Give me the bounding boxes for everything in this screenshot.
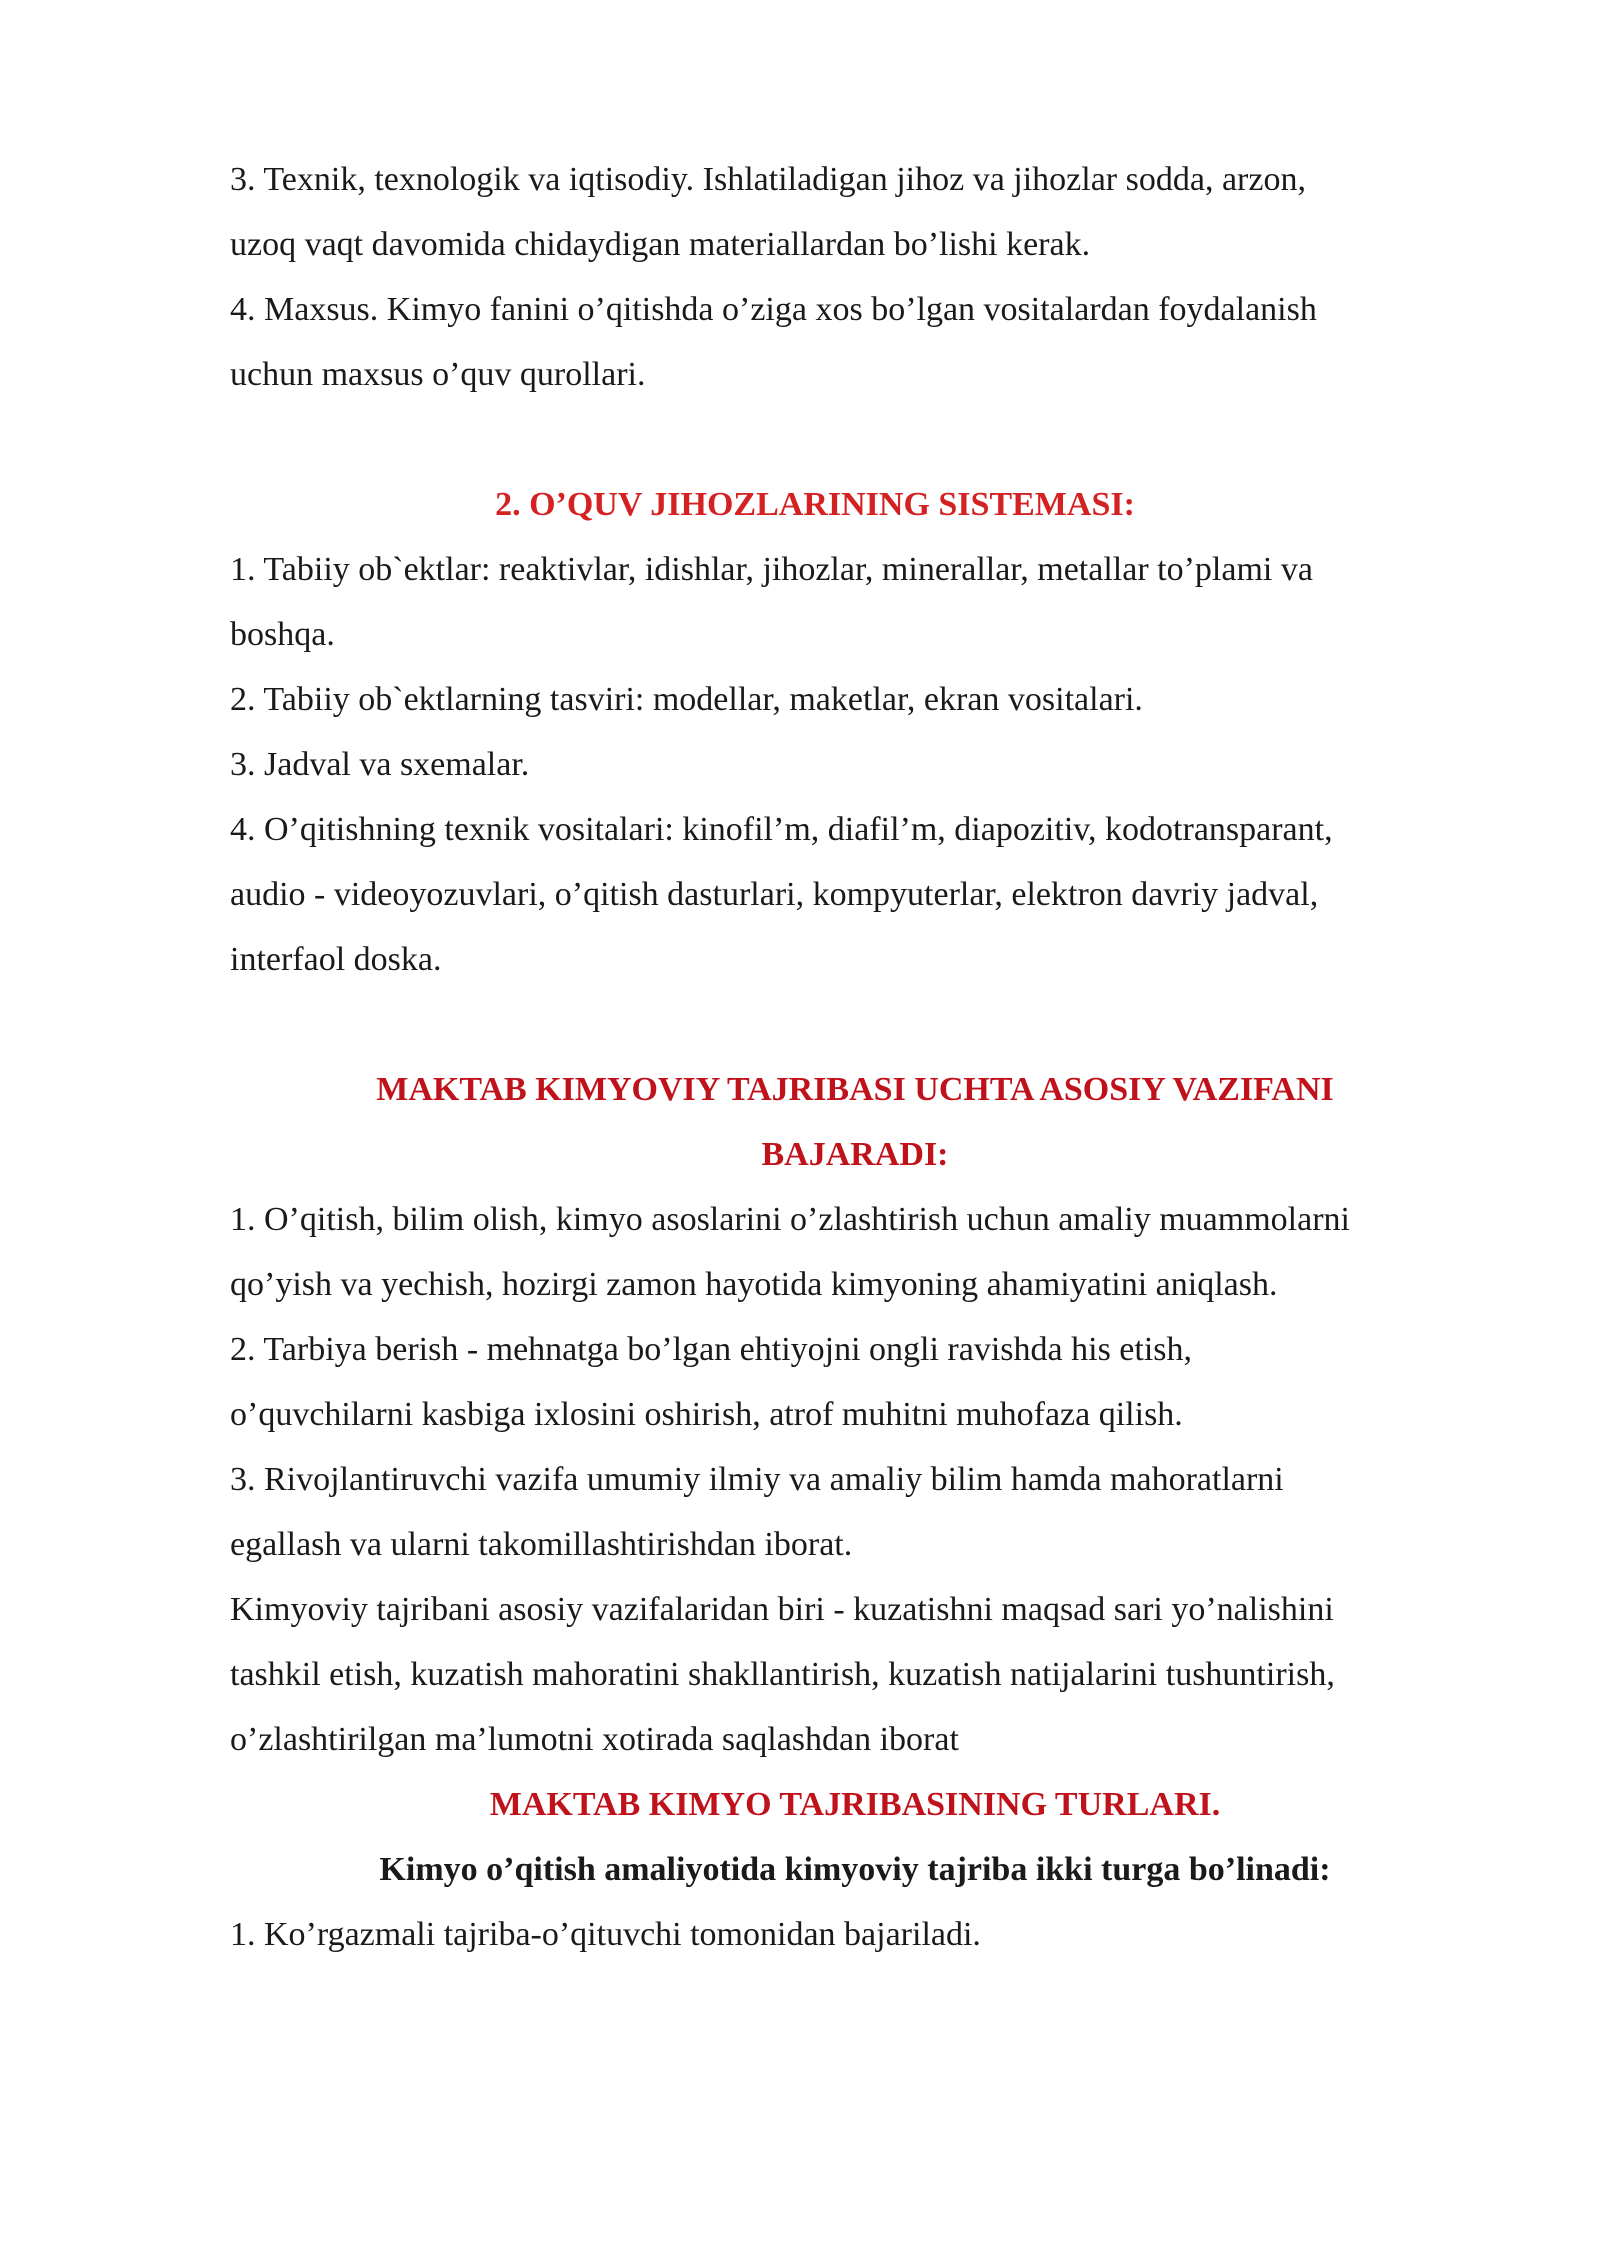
text-line: o’quvchilarni kasbiga ixlosini oshirish, atrof muhitni muhofaza qilish. <box>230 1396 1183 1433</box>
section-heading-continued: BAJARADI: <box>761 1136 949 1173</box>
text-line: 1. Tabiiy ob`ektlar: reaktivlar, idishlar, jihozlar, minerallar, metallar to’plami va <box>230 551 1313 588</box>
text-line: tashkil etish, kuzatish mahoratini shakllantirish, kuzatish natijalarini tushuntirish, <box>230 1656 1335 1693</box>
section-heading: MAKTAB KIMYO TAJRIBASINING TURLARI. <box>489 1786 1221 1823</box>
text-line: 1. Ko’rgazmali tajriba-o’qituvchi tomonidan bajariladi. <box>230 1916 981 1953</box>
text-line: 2. Tabiiy ob`ektlarning tasviri: modellar, maketlar, ekran vositalari. <box>230 681 1143 718</box>
text-line: egallash va ularni takomillashtirishdan iborat. <box>230 1526 853 1563</box>
intro-paragraphs <box>230 147 1480 407</box>
text-line: qo’yish va yechish, hozirgi zamon hayotida kimyoning ahamiyatini aniqlash. <box>230 1266 1278 1303</box>
text-line: 3. Rivojlantiruvchi vazifa umumiy ilmiy va amaliy bilim hamda mahoratlarni <box>230 1461 1284 1498</box>
text-line: o’zlashtirilgan ma’lumotni xotirada saqlashdan iborat <box>230 1721 959 1758</box>
text-line: Kimyoviy tajribani asosiy vazifalaridan biri - kuzatishni maqsad sari yo’nalishini <box>230 1591 1334 1628</box>
text-line: 3. Jadval va sxemalar. <box>230 746 530 783</box>
spacer <box>230 407 1480 472</box>
text-line: boshqa. <box>230 616 335 653</box>
system-section <box>230 472 1480 992</box>
tasks-section <box>230 1057 1480 1772</box>
text-line: 3. Texnik, texnologik va iqtisodiy. Ishlatiladigan jihoz va jihozlar sodda, arzon, <box>230 161 1306 198</box>
section-subheading: Kimyo o’qitish amaliyotida kimyoviy tajriba ikki turga bo’linadi: <box>379 1851 1331 1888</box>
document-page <box>230 147 1480 1967</box>
text-line: uchun maxsus o’quv qurollari. <box>230 356 646 393</box>
section-heading: MAKTAB KIMYOVIY TAJRIBASI UCHTA ASOSIY VAZIFANI <box>376 1071 1334 1108</box>
text-line: interfaol doska. <box>230 941 442 978</box>
section-heading: 2. O’QUV JIHOZLARINING SISTEMASI: <box>495 486 1135 523</box>
text-line: audio - videoyozuvlari, o’qitish dasturlari, kompyuterlar, elektron davriy jadval, <box>230 876 1319 913</box>
text-line: 1. O’qitish, bilim olish, kimyo asoslarini o’zlashtirish uchun amaliy muammolarni <box>230 1201 1350 1238</box>
text-line: 4. O’qitishning texnik vositalari: kinofil’m, diafil’m, diapozitiv, kodotransparant, <box>230 811 1333 848</box>
text-line: 2. Tarbiya berish - mehnatga bo’lgan ehtiyojni ongli ravishda his etish, <box>230 1331 1193 1368</box>
text-line: 4. Maxsus. Kimyo fanini o’qitishda o’ziga xos bo’lgan vositalardan foydalanish <box>230 291 1317 328</box>
spacer <box>230 992 1480 1057</box>
text-line: uzoq vaqt davomida chidaydigan materiallardan bo’lishi kerak. <box>230 226 1091 263</box>
types-section <box>230 1772 1480 1967</box>
